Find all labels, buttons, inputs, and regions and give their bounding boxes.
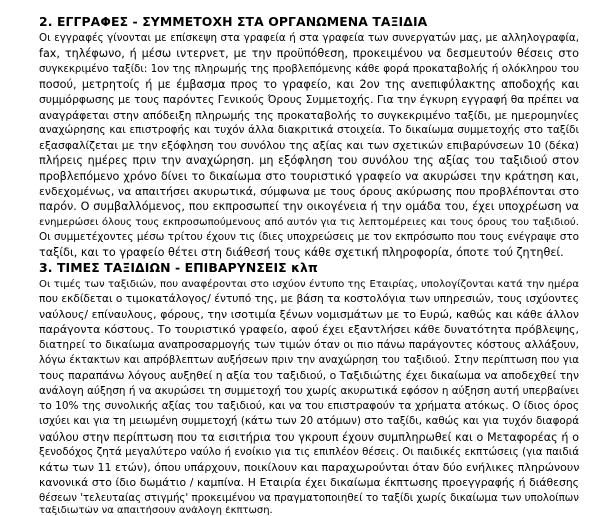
section-3-line: ναύλου στην περίπτωση που τα εισιτήρια του γκρουπ έχουν συμπληρωθεί και ο Μεταφορέας ή ο: [39, 430, 579, 444]
section-3-line: ισχύει και για τη μειωμένη συμμετοχή (κάτω των 20 ατόμων) στο ταξίδι, καθώς και για τυχόν διαφορά: [39, 415, 579, 428]
section-3-line: λόγω έκτακτων και απρόβλεπτων αυξήσεων πριν την αναχώρηση του ταξιδιού. Στην περίπτωση που για: [39, 355, 579, 366]
section-2-line: παρόν. Ο συμβαλλόμενος, που εκπροσωπεί την οικογένεια ή την ομάδα του, έχει υποχρέωση να: [39, 200, 579, 214]
section-2-line: πλήρεις ημέρες πριν την αναχώρηση. μη εξόφληση του συνόλου της αξίας του ταξιδιού στον: [39, 154, 579, 168]
section-3-line: που εκδίδεται ο τιμοκατάλογος/ έντυπό της, με βάση τα κοστολόγια των υπηρεσιών, τους ισχύοντες: [39, 292, 579, 305]
section-2-line: ποσού, μετρητοίς ή με έμβασμα προς το γραφείο, και 2ον της ανεπιφύλακτης αποδοχής και: [39, 77, 579, 91]
section-3-line: ανάλογη αύξηση ή να ακυρώσει τη συμμετοχή του χωρίς ακυρωτικά εφόσον η αύξηση αυτή υπερβαίνει: [39, 384, 579, 397]
section-3-line: διατηρεί το δικαίωμα αναπροσαρμογής των τιμών όταν οι πιο πάνω παράγοντες κόστους αλλάξουν,: [39, 338, 579, 351]
section-2-line: Οι συμμετέχοντες μέσω τρίτου έχουν τις ίδιες υποχρεώσεις με τον εκπρόσωπο που τους ενέγραψε στο: [39, 230, 579, 243]
section-3-line: ναύλους/ επίναυλους, φόρους, την ισοτιμία ξένων νομισμάτων με το Ευρώ, καθώς και κάθε άλλον: [39, 308, 579, 322]
section-2-line: προβλεπόμενο χρόνο δίνει το δικαίωμα στο τουριστικό γραφείο να ακυρώσει την κράτηση και,: [39, 169, 579, 183]
section-3-line: κάτω των 11 ετών), όπου υπάρχουν, ποικίλουν και παραχωρούνται όταν δύο ενήλικες πληρώνουν: [39, 461, 580, 475]
section-2-line: ενδεχομένως, να απαιτήσει ακυρωτικά, σύμφωνα με τους όρους ακύρωσης που προβλέπονται στο: [39, 185, 579, 198]
section-3-line: κανονικά στο ίδιο δωμάτιο / καμπίνα. Η Εταιρία έχει δικαίωμα έκπτωσης προεγγραφής ή διάθεσης: [39, 476, 579, 490]
section-3-line: τους παραπάνω λόγους αυξηθεί η αξία του ταξιδιού, ο Ταξιδιώτης έχει δικαίωμα να αποδεχθεί την: [39, 369, 579, 383]
section-3-last-line: ταξιδιωτών να απαιτήσουν ανάλογη έκπτωση.: [39, 506, 273, 516]
section-3-line: Οι τιμές των ταξιδιών, που αναφέρονται στο ισχύον έντυπο της Εταιρίας, υπολογίζονται κατά την ημέρα: [39, 278, 579, 290]
section-2-title: 2. ΕΓΓΡΑΦΕΣ - ΣΥΜΜΕΤΟΧΗ ΣΤΑ ΟΡΓΑΝΩΜΕΝΑ ΤΑΞΙΔΙΑ: [39, 14, 428, 29]
section-3-line: το 10% της συνολικής αξίας του ταξιδιού, και να του επιστραφούν τα χρήματα ατόκως. Ο ίδιος όρος: [39, 399, 579, 412]
section-2-line: εξασφαλίζεται με την εξόφληση του συνόλου της αξίας και των σχετικών επιβαρύνσεων 10 (δέκα): [39, 139, 579, 153]
section-2-line: αναγράφεται στην απόδειξη πληρωμής της προκαταβολής το συγκεκριμένο ταξίδι, με ημερομηνίες: [39, 108, 579, 122]
section-3-line: θέσεων 'τελευταίας στιγμής' προκειμένου να πραγματοποιηθεί το ταξίδι χωρίς δικαίωμα των υπολοίπων: [39, 492, 579, 504]
section-3-line: παράγοντα κόστους. Το τουριστικό γραφείο, αφού έχει εξαντλήσει κάθε δυνατότητα πρόβλεψης,: [39, 323, 579, 337]
section-3-title: 3. ΤΙΜΕΣ ΤΑΞΙΔΙΩΝ - ΕΠΙΒΑΡΥΝΣΕΙΣ κλπ: [39, 260, 318, 275]
section-2-line: Οι εγγραφές γίνονται με επίσκεψη στα γραφεία ή στα γραφεία των συνεργατών μας, με αλληλογραφία,: [39, 32, 579, 44]
section-2-line: συμμόρφωσης με τους παρόντες Γενικούς Όρους Συμμετοχής. Για την έγκυρη εγγραφή θα πρέπει να: [39, 93, 579, 107]
section-2-line: fax, τηλέφωνο, ή μέσω ιντερνετ, με την προϋπόθεση, προκειμένου να δεσμευτούν θέσεις στο: [39, 47, 579, 61]
section-3-line: ξενοδόχος ζητά μεγαλύτερο ναύλο ή ενοίκιο για τις επιπλέον θέσεις. Οι παιδικές εκπτώσεις (για παιδιά: [39, 445, 579, 458]
section-2-line: συγκεκριμένο ταξίδι: 1ον της πληρωμής της προβλεπόμενης κάθε φορά προκαταβολής ή ολόκληρου του: [39, 63, 579, 75]
section-2-line: αναχώρησης και επιστροφής και τυχόν άλλα διακριτικά στοιχεία. Το δικαίωμα συμμετοχής στο ταξίδι: [39, 123, 579, 136]
section-2-line: ταξίδι, και το γραφείο θέτει στη διάθεσή τους κάθε σχετική πληροφορία, όποτε τού ζητηθεί.: [39, 246, 564, 260]
section-2-line: ενημερώσει όλους τους εκπροσωπούμενους από αυτόν για τις λεπτομέρειες και τους όρους του ταξιδιού.: [39, 216, 579, 228]
